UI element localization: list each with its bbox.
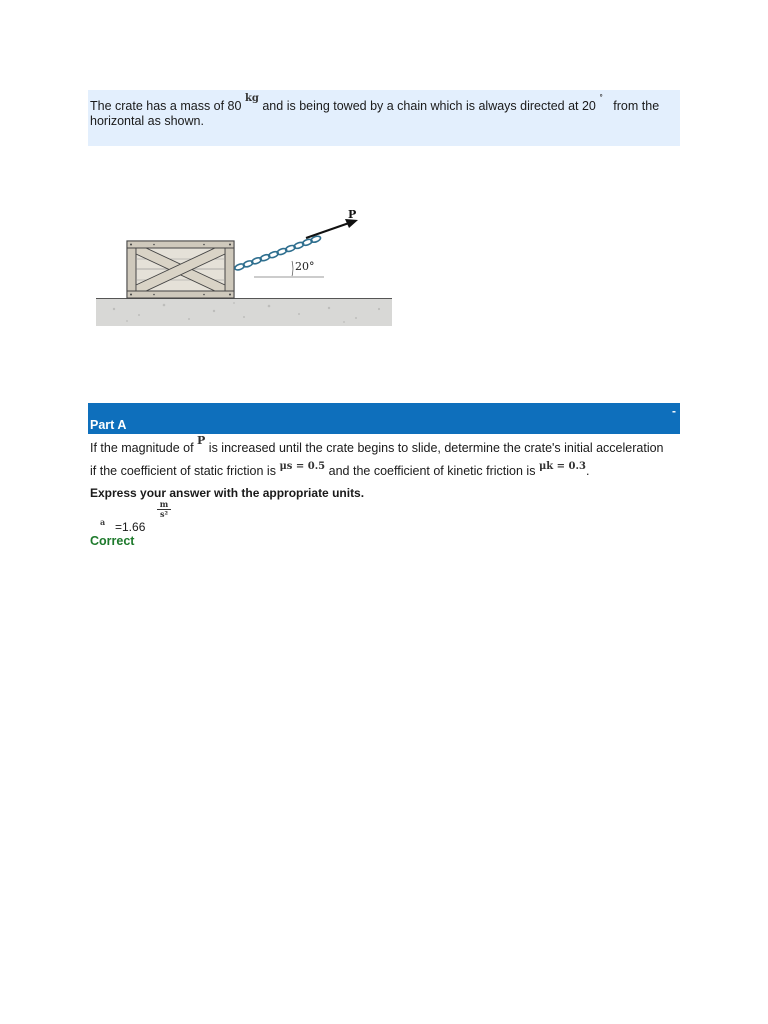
angle-arc	[292, 261, 293, 276]
unit-denominator: s²	[159, 509, 168, 519]
collapse-toggle[interactable]: -	[672, 404, 676, 418]
question-text: is increased until the crate begins to slide, determine the crate's initial acceleration	[208, 441, 664, 455]
question-text: If the magnitude of	[90, 441, 194, 455]
static-friction-coefficient: μs = 0.5	[279, 461, 326, 472]
force-arrow	[306, 223, 349, 238]
answer-instruction: Express your answer with the appropriate units.	[90, 486, 365, 500]
crate	[127, 241, 234, 298]
angle-unit: °	[599, 93, 603, 102]
unit-numerator: m	[157, 500, 171, 510]
mass-unit: kg	[244, 93, 259, 104]
part-a-header[interactable]	[88, 403, 680, 434]
answer-variable: a	[100, 517, 106, 527]
intro-text-2: and is being towed by a chain which is always directed at 20	[262, 99, 596, 113]
part-title: Part A	[90, 418, 127, 432]
question-text: and the coefficient of kinetic friction is	[328, 464, 536, 478]
answer-value: =1.66	[115, 520, 146, 534]
crate-diagram	[94, 205, 394, 330]
problem-text	[90, 93, 675, 129]
angle-label: 20°	[295, 260, 315, 273]
ground	[96, 298, 392, 326]
question-text: if the coefficient of static friction is	[90, 464, 276, 478]
period: .	[585, 464, 590, 478]
intro-text-3: from the horizontal as shown.	[90, 99, 660, 128]
force-symbol: P	[197, 434, 206, 447]
question-line-2	[90, 461, 590, 480]
answer-display	[98, 500, 188, 536]
problem-statement	[88, 90, 680, 146]
crate-figure	[94, 205, 394, 330]
question-line-1	[90, 434, 664, 456]
answer-unit	[157, 500, 171, 519]
force-label: P	[348, 208, 357, 221]
kinetic-friction-coefficient: μk = 0.3	[538, 461, 586, 472]
status-correct: Correct	[90, 534, 135, 548]
intro-text-1: The crate has a mass of 80	[90, 99, 242, 113]
